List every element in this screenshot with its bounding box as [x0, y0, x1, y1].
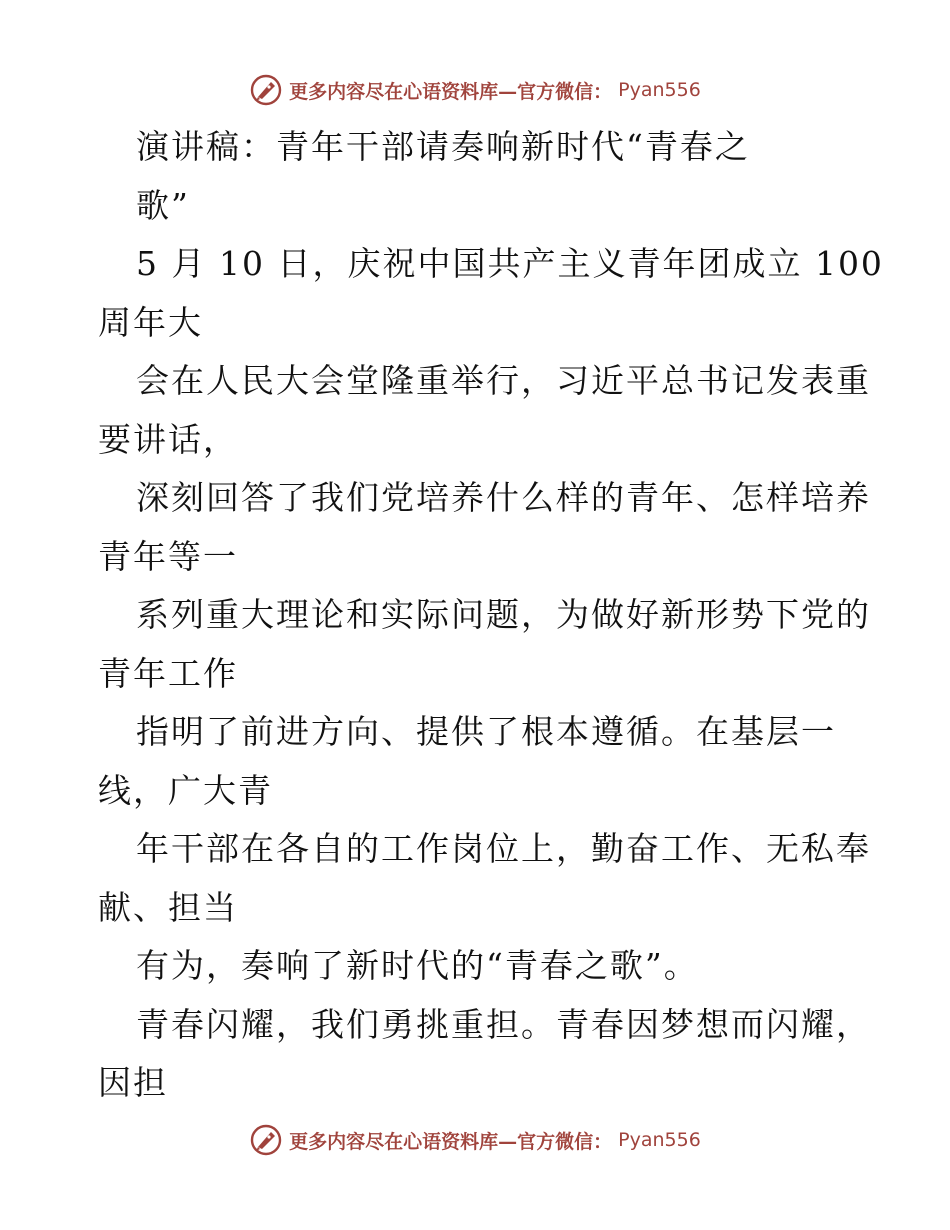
- text-line: 5 月 10 日，庆祝中国共产主义青年团成立 100: [136, 244, 884, 283]
- text-line: 年干部在各自的工作岗位上，勤奋工作、无私奉: [136, 829, 871, 868]
- footer-banner[interactable]: [0, 1120, 950, 1160]
- text-line: 献、担当: [98, 887, 238, 927]
- pen-nib-circle-icon: [249, 1123, 283, 1157]
- banner-promo-text: 更多内容尽在心语资料库—官方微信：: [289, 1130, 613, 1153]
- text-line: 线，广大青: [98, 770, 273, 810]
- banner-wechat-id: Pyan556: [618, 1129, 701, 1151]
- header-banner[interactable]: [0, 70, 950, 110]
- text-line: 青春闪耀，我们勇挑重担。青春因梦想而闪耀，: [136, 1004, 871, 1044]
- text-line: 要讲话，: [98, 419, 238, 459]
- banner-promo-text: 更多内容尽在心语资料库—官方微信：: [289, 80, 613, 103]
- text-line: 周年大: [98, 302, 203, 342]
- text-line: 会在人民大会堂隆重举行，习近平总书记发表重: [136, 361, 871, 400]
- text-line: 青年等一: [98, 536, 238, 576]
- document-body: [98, 118, 888, 1113]
- text-line: 因担: [98, 1063, 168, 1102]
- text-line: 指明了前进方向、提供了根本遵循。在基层一: [136, 712, 836, 751]
- text-line: 深刻回答了我们党培养什么样的青年、怎样培养: [136, 478, 871, 517]
- text-line: 系列重大理论和实际问题，为做好新形势下党的: [136, 595, 871, 634]
- pen-nib-circle-icon: [249, 73, 283, 107]
- banner-wechat-id: Pyan556: [618, 79, 701, 101]
- text-line: 青年工作: [98, 653, 238, 693]
- text-line: 有为，奏响了新时代的“青春之歌”。: [136, 946, 699, 985]
- text-line: 演讲稿：青年干部请奏响新时代“青春之: [136, 127, 750, 166]
- text-line: 歌”: [136, 185, 190, 225]
